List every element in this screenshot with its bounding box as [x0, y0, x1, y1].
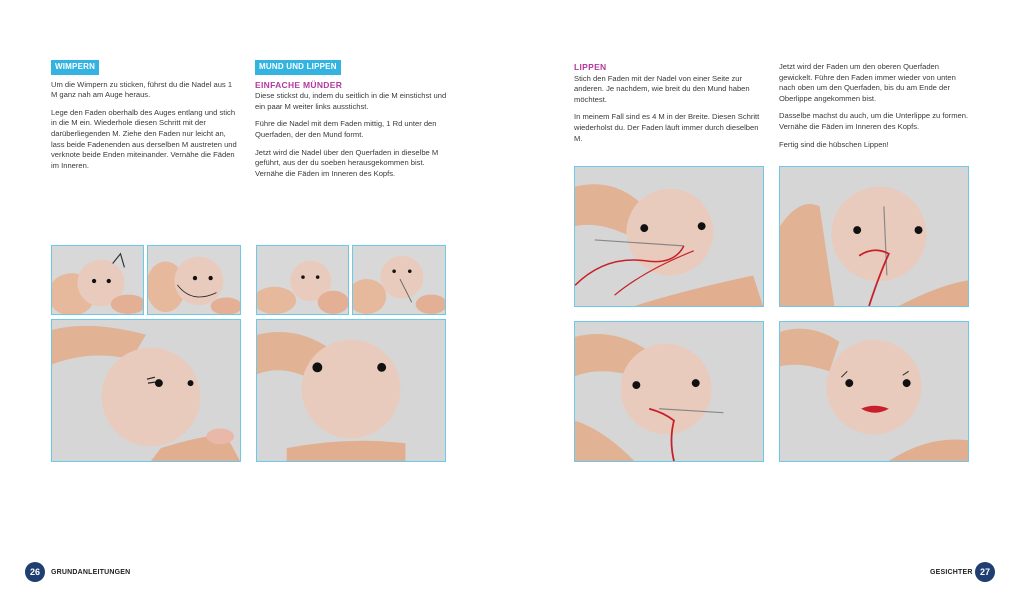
section-label-left: GRUNDANLEITUNGEN: [51, 569, 131, 576]
page-number-left: 26: [25, 562, 45, 582]
wimpern-paragraph-1: Um die Wimpern zu sticken, führst du die Nadel aus 1 M ganz nah am Auge heraus.: [51, 79, 233, 100]
lippen-paragraph-2: In meinem Fall sind es 4 M in der Breite. Diesen Schritt wiederholst du. Der Faden läuft immer durch dieselben M.: [574, 112, 760, 143]
photo-mund-step-2: [352, 245, 446, 315]
mund-paragraph-3: Jetzt wird die Nadel über den Querfaden in dieselbe M geführt, aus der du soeben herausgekommen bist. Vernähe die Fäden im Inneren des Kopfs.: [255, 147, 439, 178]
photo-lippen-step-3: [574, 321, 764, 462]
lippen-cont-paragraph-2: Dasselbe machst du auch, um die Unterlippe zu formen. Vernähe die Fäden im Inneren des Kopfs.: [779, 111, 969, 131]
lippen-paragraph-1: Stich den Faden mit der Nadel von einer Seite zur anderen. Je nachdem, wie breit du den Mund haben möchtest.: [574, 73, 750, 104]
lippen-cont-paragraph-1: Jetzt wird der Faden um den oberen Querfaden gewickelt. Führe den Faden immer wieder von unten nach oben um den Querfaden, bis du am Ende der Oberlippe angekommen bist.: [779, 62, 956, 103]
photo-wimpern-step-2: [147, 245, 241, 315]
photo-mund-result: [256, 319, 446, 462]
mund-heading: MUND UND LIPPEN: [255, 60, 341, 75]
photo-mund-step-1: [256, 245, 349, 315]
wimpern-heading: WIMPERN: [51, 60, 99, 75]
mund-section: [255, 60, 447, 186]
lippen-section: [574, 62, 764, 151]
photo-lippen-step-1: [574, 166, 764, 307]
photo-lippen-step-2: [779, 166, 969, 307]
lippen-cont-paragraph-3: Fertig sind die hübschen Lippen!: [779, 139, 889, 149]
lippen-subheading: LIPPEN: [574, 62, 607, 72]
lippen-continued-section: [779, 62, 971, 157]
mund-paragraph-2: Führe die Nadel mit dem Faden mittig, 1 Rd unter den Querfaden, der den Mund formt.: [255, 119, 437, 139]
photo-wimpern-step-1: [51, 245, 144, 315]
mund-paragraph-1: Diese stickst du, indem du seitlich in die M einstichst und ein paar M weiter links ausstichst.: [255, 91, 447, 111]
section-label-right: GESICHTER: [930, 569, 973, 576]
photo-lippen-result: [779, 321, 969, 462]
wimpern-paragraph-2: Lege den Faden oberhalb des Auges entlang und stich in die M ein. Wiederhole diesen Schritt mit der darüberliegenden M. Ziehe den Faden nur leicht an, lass beide Fadenenden aus derselben M austreten und verknote beide Enden miteinander. Vernähe die Fäden im Inneren.: [51, 107, 237, 170]
mund-subheading: EINFACHE MÜNDER: [255, 79, 343, 90]
photo-wimpern-result: [51, 319, 241, 462]
wimpern-section: [51, 60, 239, 178]
page-number-right: 27: [975, 562, 995, 582]
